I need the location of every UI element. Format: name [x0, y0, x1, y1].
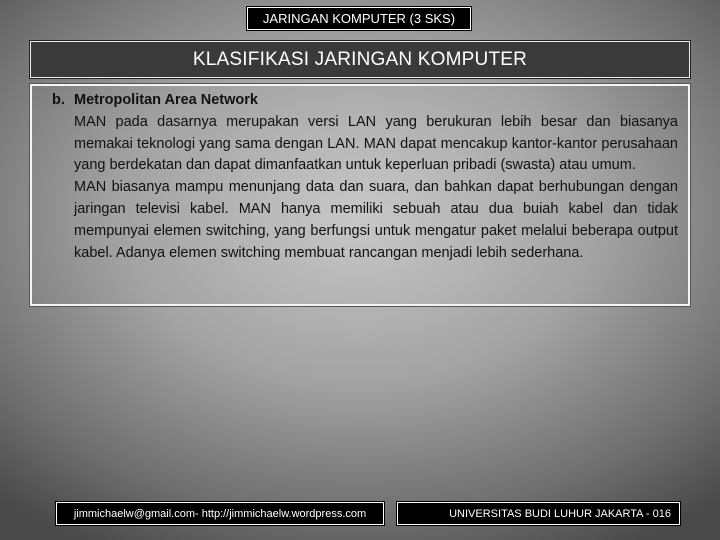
- footer-institution: UNIVERSITAS BUDI LUHUR JAKARTA - 016: [449, 507, 671, 520]
- footer-institution-box: [397, 502, 680, 525]
- section-letter: b.: [52, 92, 65, 108]
- slide-title-bar: [30, 41, 690, 78]
- course-label-tab: [247, 7, 471, 30]
- footer-contact: jimmichaelw@gmail.com- http://jimmichaelw.wordpress.com: [73, 507, 367, 520]
- slide-title: KLASIFIKASI JARINGAN KOMPUTER: [192, 48, 528, 70]
- course-label: JARINGAN KOMPUTER (3 SKS): [262, 11, 456, 26]
- section-title: Metropolitan Area Network: [74, 92, 258, 108]
- paragraph-1: MAN pada dasarnya merupakan versi LAN yang berukuran lebih besar dan biasanya memakai teknologi yang sama dengan LAN. MAN dapat mencakup kantor-kantor perusahaan yang berdekatan dan dapat dimanfaatkan untuk keperluan pribadi (swasta) atau umum.: [74, 113, 678, 174]
- section-heading: [52, 90, 678, 112]
- paragraph-2: MAN biasanya mampu menunjang data dan suara, dan bahkan dapat berhubungan dengan jaringan televisi kabel. MAN hanya memiliki sebuah atau dua buiah kabel dan tidak mempunyai elemen switching, yang berfungsi untuk mengatur paket melalui beberapa output kabel. Adanya elemen switching membuat rancangan menjadi lebih sederhana.: [74, 179, 678, 261]
- content-box: [30, 84, 690, 306]
- footer-contact-box: [56, 502, 384, 525]
